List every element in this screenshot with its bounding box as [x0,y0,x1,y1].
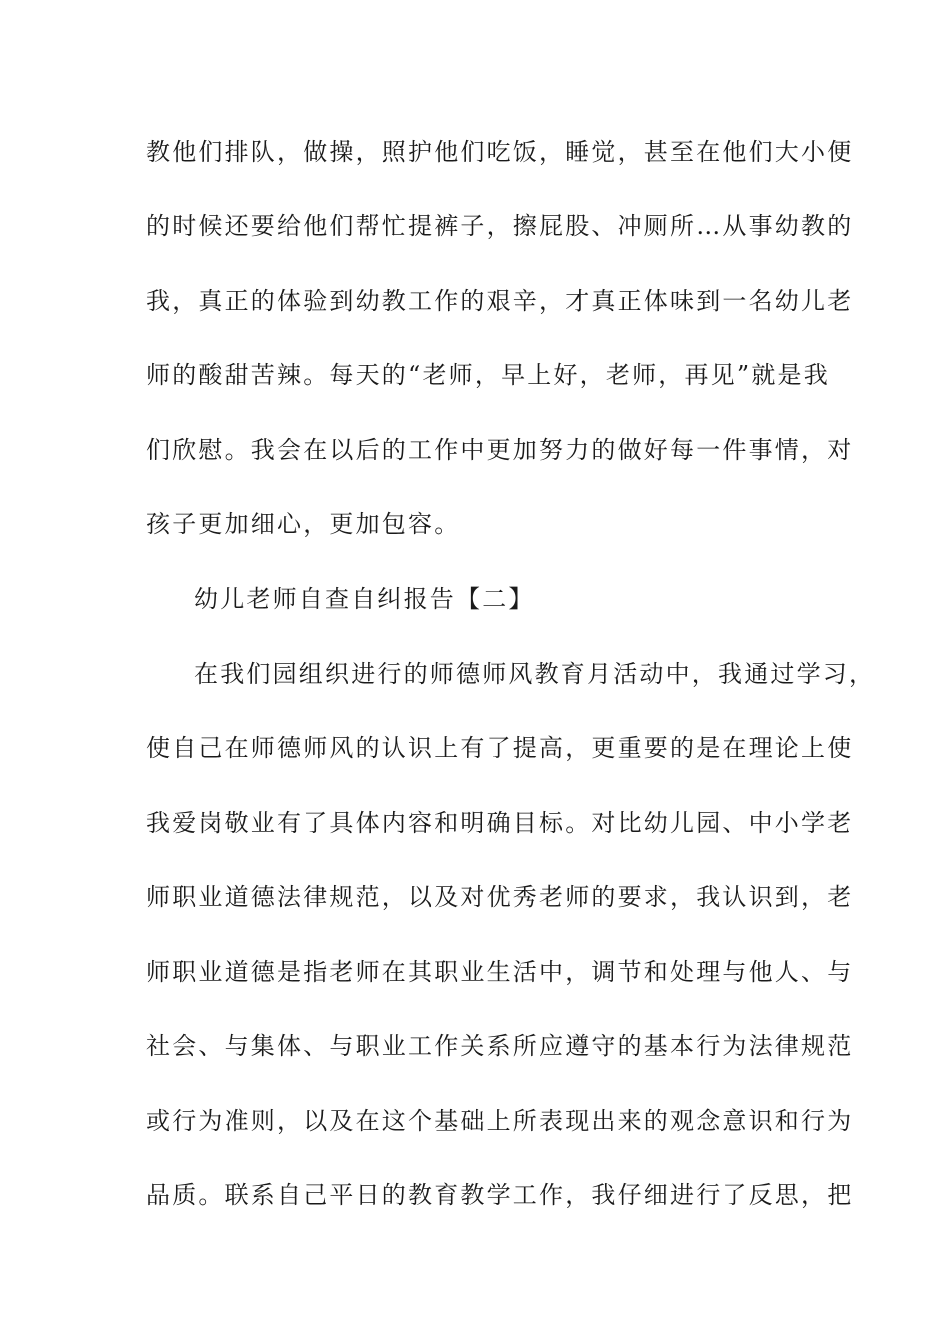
paragraph2-line-6: 社会、与集体、与职业工作关系所应遵守的基本行为法律规范 [146,1032,854,1060]
paragraph1-line-4: 师的酸甜苦辣。每天的“老师，早上好，老师，再见”就是我 [146,361,830,389]
paragraph1-line-3: 我，真正的体验到幼教工作的艰辛，才真正体味到一名幼儿老 [146,287,854,315]
paragraph2-line-7: 或行为准则，以及在这个基础上所表现出来的观念意识和行为 [146,1107,854,1135]
paragraph2-line-2: 使自己在师德师风的认识上有了提高，更重要的是在理论上使 [146,734,854,762]
paragraph2-line-3: 我爱岗敬业有了具体内容和明确目标。对比幼儿园、中小学老 [146,809,854,837]
paragraph2-line-8: 品质。联系自己平日的教育教学工作，我仔细进行了反思，把 [146,1181,854,1209]
paragraph1-line-6: 孩子更加细心，更加包容。 [146,510,461,538]
section-title: 幼儿老师自查自纠报告【二】 [194,585,535,613]
paragraph2-line-5: 师职业道德是指老师在其职业生活中，调节和处理与他人、与 [146,958,854,986]
paragraph1-line-2: 的时候还要给他们帮忙提裤子，擦屁股、冲厕所…从事幼教的 [146,212,854,240]
paragraph1-line-1: 教他们排队，做操，照护他们吃饭，睡觉，甚至在他们大小便 [146,138,854,166]
paragraph1-line-5: 们欣慰。我会在以后的工作中更加努力的做好每一件事情，对 [146,436,854,464]
paragraph2-line-4: 师职业道德法律规范，以及对优秀老师的要求，我认识到，老 [146,883,854,911]
paragraph2-line-1: 在我们园组织进行的师德师风教育月活动中，我通过学习， [194,660,876,688]
